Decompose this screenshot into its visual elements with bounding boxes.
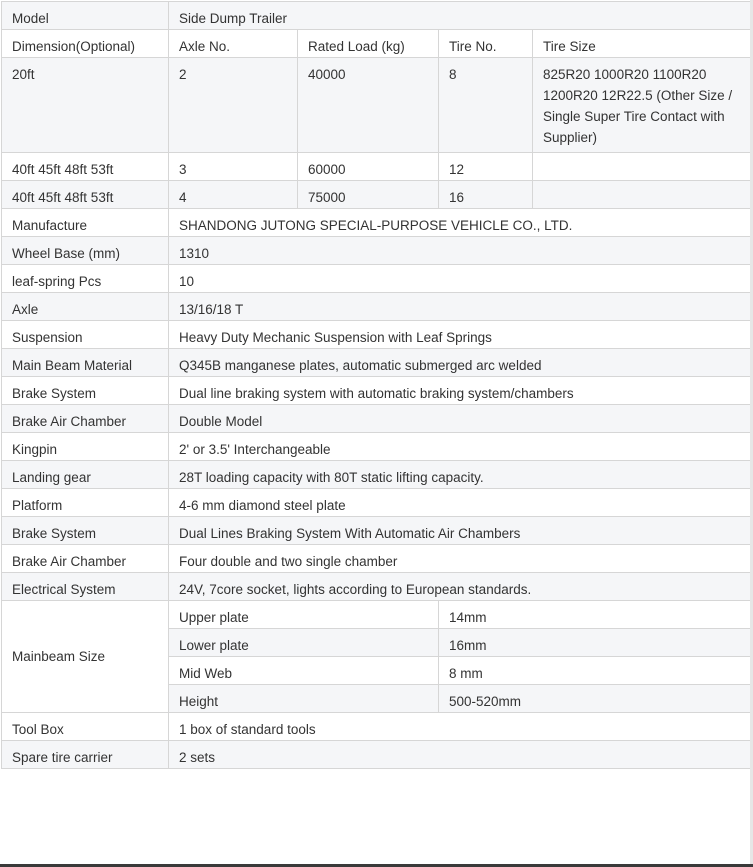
table-row-mainbeam-upper (2, 601, 751, 629)
row-value: Side Dump Trailer (169, 2, 751, 30)
table-row-electrical-system (2, 573, 751, 601)
column-header-axle-no: Axle No. (169, 30, 298, 58)
mainbeam-item-name: Mid Web (169, 657, 439, 685)
table-row-wheel-base (2, 237, 751, 265)
row-label: Brake Air Chamber (2, 405, 169, 433)
row-label: Tool Box (2, 713, 169, 741)
row-label: Platform (2, 489, 169, 517)
table-row-dimension-header (2, 30, 751, 58)
row-label: Axle (2, 293, 169, 321)
table-row-leaf-spring (2, 265, 751, 293)
row-value: 4-6 mm diamond steel plate (169, 489, 751, 517)
row-value: Dual Lines Braking System With Automatic Air Chambers (169, 517, 751, 545)
table-row-kingpin (2, 433, 751, 461)
mainbeam-item-name: Lower plate (169, 629, 439, 657)
cell-tire-size (533, 181, 751, 209)
row-label: Model (2, 2, 169, 30)
spec-table (1, 1, 751, 769)
mainbeam-item-value: 8 mm (439, 657, 751, 685)
row-value: 24V, 7core socket, lights according to European standards. (169, 573, 751, 601)
table-row-axle (2, 293, 751, 321)
cell-rated-load: 75000 (298, 181, 439, 209)
row-value: 1310 (169, 237, 751, 265)
row-label: Brake System (2, 377, 169, 405)
row-value: 2' or 3.5' Interchangeable (169, 433, 751, 461)
row-label: leaf-spring Pcs (2, 265, 169, 293)
row-label-mainbeam-size: Mainbeam Size (2, 601, 169, 713)
cell-tire-no: 8 (439, 58, 533, 153)
column-header-rated-load: Rated Load (kg) (298, 30, 439, 58)
row-label: Electrical System (2, 573, 169, 601)
table-row-manufacture (2, 209, 751, 237)
table-row-platform (2, 489, 751, 517)
mainbeam-item-name: Upper plate (169, 601, 439, 629)
row-value: 1 box of standard tools (169, 713, 751, 741)
cell-dimension: 40ft 45ft 48ft 53ft (2, 153, 169, 181)
mainbeam-item-value: 500-520mm (439, 685, 751, 713)
table-row-brake-system (2, 377, 751, 405)
cell-rated-load: 40000 (298, 58, 439, 153)
row-value: Double Model (169, 405, 751, 433)
table-row-brake-air-chamber (2, 405, 751, 433)
mainbeam-item-name: Height (169, 685, 439, 713)
table-row-model (2, 2, 751, 30)
row-value: Heavy Duty Mechanic Suspension with Leaf Springs (169, 321, 751, 349)
table-row-brake-system-2 (2, 517, 751, 545)
row-label: Main Beam Material (2, 349, 169, 377)
cell-tire-size (533, 153, 751, 181)
table-row-brake-air-chamber-2 (2, 545, 751, 573)
table-row-suspension (2, 321, 751, 349)
cell-tire-size: 825R20 1000R20 1100R20 1200R20 12R22.5 (Other Size / Single Super Tire Contact with Supplier) (533, 58, 751, 153)
cell-axle-no: 3 (169, 153, 298, 181)
table-row-landing-gear (2, 461, 751, 489)
table-row-main-beam-material (2, 349, 751, 377)
row-value: 28T loading capacity with 80T static lifting capacity. (169, 461, 751, 489)
row-value: SHANDONG JUTONG SPECIAL-PURPOSE VEHICLE CO., LTD. (169, 209, 751, 237)
row-value: Four double and two single chamber (169, 545, 751, 573)
row-value: 2 sets (169, 741, 751, 769)
table-row (2, 58, 751, 153)
cell-dimension: 20ft (2, 58, 169, 153)
cell-axle-no: 2 (169, 58, 298, 153)
mainbeam-item-value: 14mm (439, 601, 751, 629)
spec-table-container (1, 1, 750, 769)
cell-dimension: 40ft 45ft 48ft 53ft (2, 181, 169, 209)
row-label: Brake Air Chamber (2, 545, 169, 573)
column-header-tire-no: Tire No. (439, 30, 533, 58)
row-label: Spare tire carrier (2, 741, 169, 769)
cell-rated-load: 60000 (298, 153, 439, 181)
mainbeam-item-value: 16mm (439, 629, 751, 657)
row-label: Wheel Base (mm) (2, 237, 169, 265)
row-value: 13/16/18 T (169, 293, 751, 321)
cell-tire-no: 16 (439, 181, 533, 209)
table-row (2, 181, 751, 209)
column-header-tire-size: Tire Size (533, 30, 751, 58)
cell-tire-no: 12 (439, 153, 533, 181)
row-label: Landing gear (2, 461, 169, 489)
row-label: Manufacture (2, 209, 169, 237)
cell-axle-no: 4 (169, 181, 298, 209)
table-row-spare-tire-carrier (2, 741, 751, 769)
row-value: Q345B manganese plates, automatic submerged arc welded (169, 349, 751, 377)
row-value: 10 (169, 265, 751, 293)
row-label: Kingpin (2, 433, 169, 461)
table-row-tool-box (2, 713, 751, 741)
row-label: Suspension (2, 321, 169, 349)
table-row (2, 153, 751, 181)
row-value: Dual line braking system with automatic braking system/chambers (169, 377, 751, 405)
column-header-dimension: Dimension(Optional) (2, 30, 169, 58)
row-label: Brake System (2, 517, 169, 545)
